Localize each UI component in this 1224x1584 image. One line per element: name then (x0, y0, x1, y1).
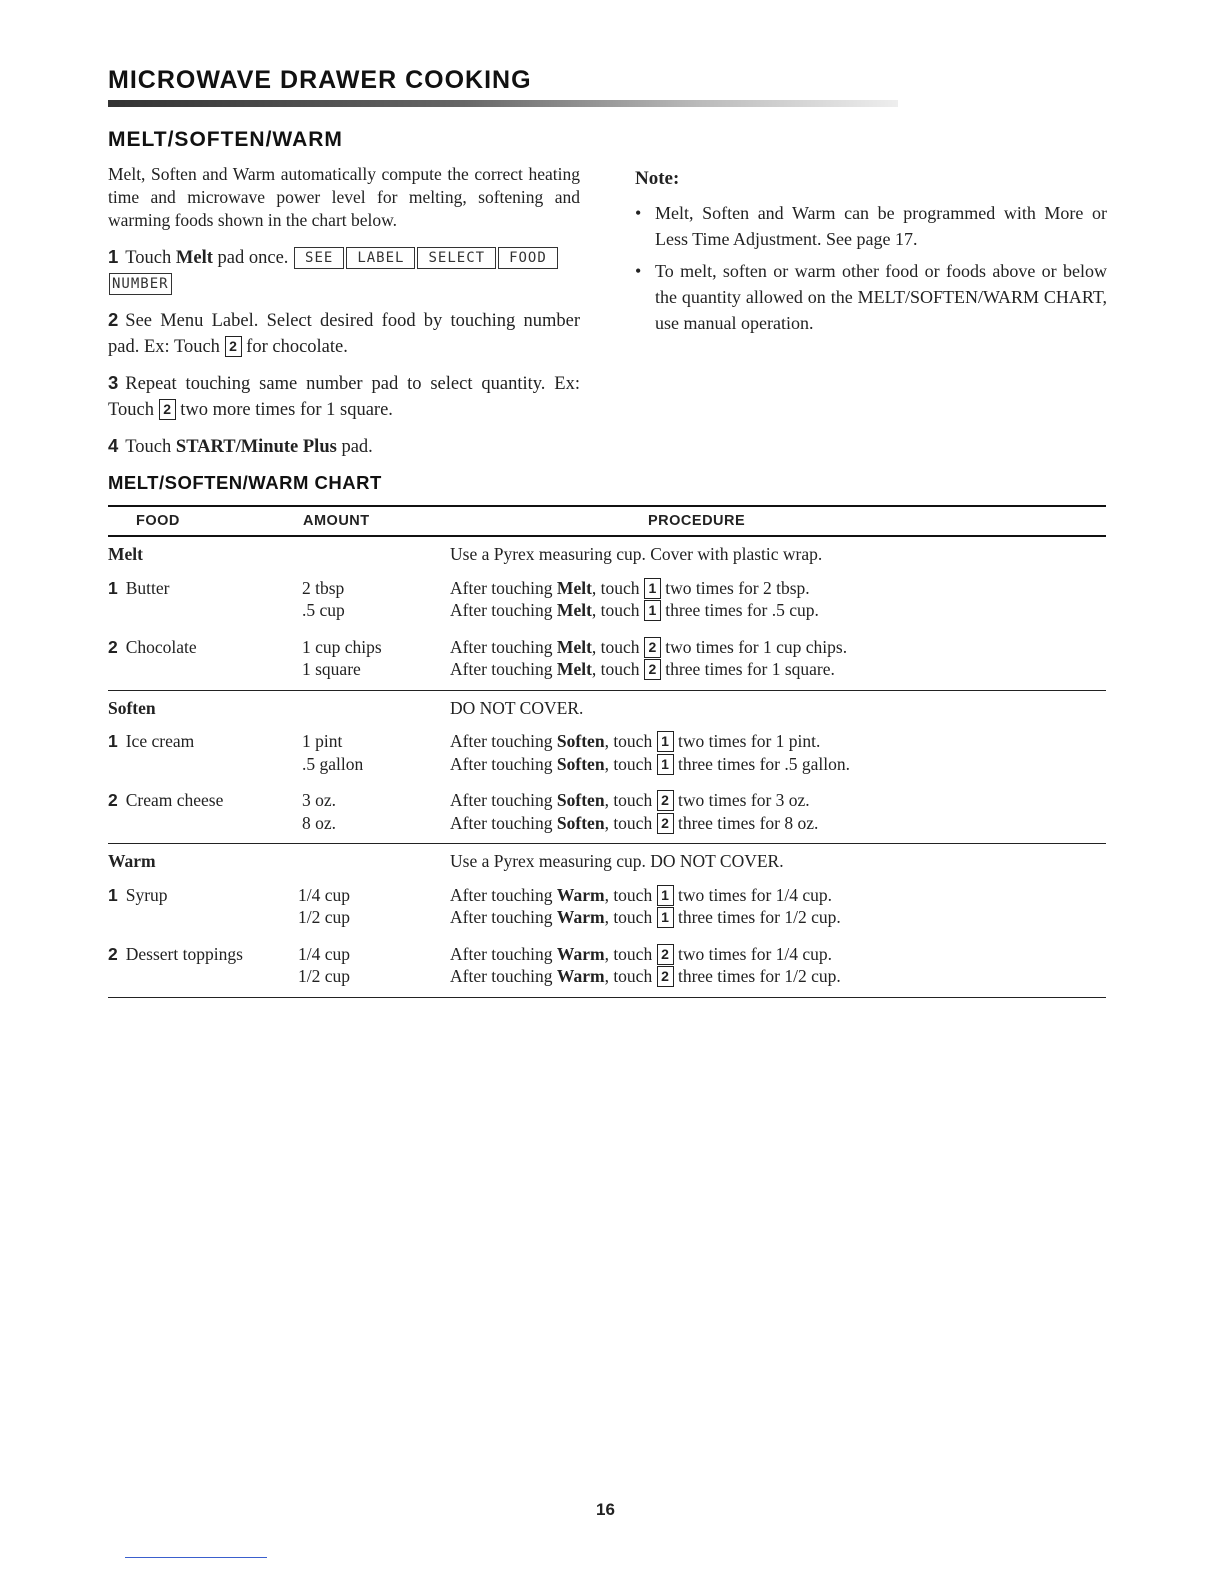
step-text: Repeat touching same number pad to select quantity. Ex: Touch (108, 374, 580, 420)
step-text: two more times for 1 square. (175, 400, 393, 420)
food-cell (108, 884, 168, 907)
procedure-text: two times for 1 cup chips. (660, 636, 848, 657)
procedure-text: two times for 2 tbsp. (660, 577, 810, 598)
amount-cell: 8 oz. (302, 812, 337, 833)
page-title: MICROWAVE DRAWER COOKING (108, 66, 532, 94)
step-number: 3 (108, 372, 119, 393)
group-instruction: Use a Pyrex measuring cup. DO NOT COVER. (450, 851, 784, 871)
food-name: Cream cheese (125, 790, 224, 810)
procedure-text: After touching (450, 731, 557, 751)
table-row (108, 906, 1106, 929)
amount-cell: .5 cup (302, 600, 345, 620)
step-4 (108, 433, 580, 460)
number-pad-key: 1 (657, 907, 674, 928)
procedure-text: , touch (591, 600, 644, 620)
procedure-text: , touch (604, 731, 657, 751)
procedure-text: After touching (450, 884, 557, 905)
procedure-text: , touch (604, 790, 657, 810)
note-item (635, 200, 1107, 252)
group-instruction: Use a Pyrex measuring cup. Cover with plastic wrap. (450, 544, 823, 564)
procedure-cell (450, 965, 841, 988)
row-spacer (108, 873, 1106, 884)
number-pad-key: 2 (657, 944, 674, 965)
procedure-text: After touching (450, 577, 557, 598)
row-spacer (108, 929, 1106, 943)
food-number: 2 (108, 790, 118, 810)
amount-cell: .5 gallon (302, 753, 364, 774)
table-row (108, 943, 1106, 966)
number-pad-key: 1 (644, 578, 661, 599)
table-row (108, 789, 1106, 812)
note-text: Melt, Soften and Warm can be programmed with More or Less Time Adjustment. See page 17. (655, 203, 1107, 249)
display-word: FOOD (498, 247, 558, 269)
step-number: 1 (108, 246, 119, 267)
number-pad-key: 1 (657, 754, 674, 775)
procedure-text: After touching (450, 812, 557, 833)
group-header-row (108, 697, 1106, 720)
procedure-text: two times for 3 oz. (673, 790, 810, 810)
food-cell (108, 789, 223, 812)
procedure-text: , touch (604, 884, 657, 905)
number-pad-key: 2 (657, 790, 674, 811)
procedure-text: After touching (450, 966, 557, 986)
page-number: 16 (596, 1500, 615, 1519)
display-word: SELECT (417, 247, 496, 269)
table-row (108, 812, 1106, 835)
number-pad-key: 2 (644, 659, 661, 680)
pad-name: Melt (556, 636, 592, 657)
row-spacer (108, 775, 1106, 789)
column-header-amount: AMOUNT (303, 513, 370, 529)
amount-cell: 1 pint (302, 731, 343, 751)
food-number: 2 (108, 943, 118, 964)
procedure-text: After touching (450, 907, 557, 927)
procedure-cell (450, 636, 847, 659)
pad-name: Melt (556, 659, 592, 679)
bullet-icon: • (635, 261, 642, 281)
procedure-text: three times for 1 square. (660, 659, 835, 679)
pad-name: Soften (556, 790, 605, 810)
step-number: 4 (108, 435, 119, 456)
procedure-text: After touching (450, 943, 557, 964)
pad-name: Warm (556, 943, 605, 964)
number-pad-key: 2 (657, 966, 674, 987)
note-list (635, 200, 1107, 336)
procedure-text: After touching (450, 753, 557, 774)
table-row (108, 730, 1106, 753)
note-title: Note: (635, 168, 680, 189)
procedure-text: , touch (604, 943, 657, 964)
table-row (108, 599, 1106, 622)
chart-group-melt (108, 543, 1106, 691)
food-number: 1 (108, 731, 118, 751)
step-text: pad. (336, 437, 373, 457)
procedure-text: three times for .5 cup. (660, 600, 819, 620)
display-word: NUMBER (109, 273, 172, 295)
group-header-row (108, 543, 1106, 566)
food-name: Syrup (125, 884, 168, 905)
title-rule (108, 100, 898, 107)
step-text: See Menu Label. Select desired food by touching number pad. Ex: Touch (108, 311, 580, 357)
pad-name: Melt (175, 248, 213, 268)
procedure-text: three times for 8 oz. (673, 812, 819, 833)
row-spacer (108, 622, 1106, 636)
number-pad-key: 1 (657, 731, 674, 752)
column-header-food: FOOD (136, 513, 180, 529)
table-row (108, 884, 1106, 907)
procedure-text: two times for 1/4 cup. (673, 884, 833, 905)
group-instruction: DO NOT COVER. (450, 697, 584, 718)
step-1 (108, 244, 580, 297)
procedure-cell (450, 943, 832, 966)
amount-cell: 1 square (302, 659, 361, 679)
food-name: Ice cream (125, 731, 195, 751)
note-column (635, 168, 1107, 342)
procedure-text: , touch (591, 659, 644, 679)
number-pad-key: 2 (657, 813, 674, 834)
instructions-column (108, 163, 580, 470)
food-cell (108, 636, 197, 659)
procedure-cell (450, 789, 810, 812)
number-pad-key: 2 (225, 336, 242, 357)
chart-title: MELT/SOFTEN/WARM CHART (108, 472, 382, 493)
pad-name: Soften (556, 731, 605, 751)
melt-soften-warm-chart (108, 505, 1106, 998)
group-name: Soften (108, 697, 156, 718)
food-name: Butter (125, 577, 170, 598)
procedure-text: three times for 1/2 cup. (673, 907, 841, 927)
procedure-cell (450, 599, 819, 622)
row-spacer (108, 834, 1106, 843)
food-cell (108, 730, 194, 753)
table-body (108, 543, 1106, 998)
note-text: To melt, soften or warm other food or foods above or below the quantity allowed on the MELT/SOFTEN/WARM CHART, use manual operation. (655, 261, 1107, 333)
amount-cell: 2 tbsp (302, 577, 345, 598)
step-text: for chocolate. (241, 337, 348, 357)
amount-cell: 1/2 cup (298, 907, 351, 927)
procedure-text: , touch (591, 636, 644, 657)
procedure-text: three times for .5 gallon. (673, 753, 850, 774)
number-pad-key: 1 (644, 600, 661, 621)
food-number: 2 (108, 636, 118, 657)
table-row (108, 636, 1106, 659)
group-header-row (108, 850, 1106, 873)
procedure-text: After touching (450, 659, 557, 679)
amount-cell: 3 oz. (302, 790, 337, 810)
amount-cell: 1/4 cup (298, 943, 351, 964)
procedure-text: After touching (450, 600, 557, 620)
procedure-cell (450, 812, 818, 835)
step-text: pad once. (212, 248, 289, 268)
intro-paragraph: Melt, Soften and Warm automatically compute the correct heating time and microwave power level for melting, softening and warming foods shown in the chart below. (108, 164, 580, 230)
display-word: LABEL (346, 247, 415, 269)
procedure-text: , touch (591, 577, 644, 598)
procedure-cell (450, 753, 850, 776)
column-header-procedure: PROCEDURE (648, 513, 746, 529)
step-text: Touch (125, 437, 176, 457)
procedure-text: , touch (604, 966, 657, 986)
row-spacer (108, 566, 1106, 577)
display-word: SEE (294, 247, 344, 269)
pad-name: START/Minute Plus (175, 437, 337, 457)
procedure-cell (450, 730, 820, 753)
row-spacer (108, 719, 1106, 730)
procedure-text: After touching (450, 636, 557, 657)
pad-name: Soften (556, 812, 605, 833)
procedure-text: two times for 1 pint. (673, 731, 821, 751)
pad-name: Soften (556, 753, 605, 774)
table-row (108, 965, 1106, 988)
procedure-cell (450, 884, 832, 907)
procedure-text: , touch (604, 812, 657, 833)
group-name: Melt (108, 544, 143, 564)
procedure-text: three times for 1/2 cup. (673, 966, 841, 986)
table-row (108, 753, 1106, 776)
pad-name: Warm (556, 966, 605, 986)
pad-name: Warm (556, 884, 605, 905)
step-text: Touch (125, 248, 176, 268)
chart-group-warm (108, 850, 1106, 998)
table-row (108, 577, 1106, 600)
food-cell (108, 943, 243, 966)
step-3 (108, 370, 580, 423)
step-2 (108, 307, 580, 360)
procedure-text: After touching (450, 790, 557, 810)
procedure-text: , touch (604, 907, 657, 927)
group-name: Warm (108, 851, 156, 871)
table-row (108, 658, 1106, 681)
amount-cell: 1 cup chips (302, 636, 382, 657)
procedure-cell (450, 658, 835, 681)
food-cell (108, 577, 169, 600)
section-heading: MELT/SOFTEN/WARM (108, 128, 343, 151)
procedure-cell (450, 906, 841, 929)
chart-group-soften (108, 697, 1106, 845)
row-spacer (108, 681, 1106, 690)
number-pad-key: 1 (657, 885, 674, 906)
food-name: Chocolate (125, 636, 197, 657)
note-item (635, 258, 1107, 336)
amount-cell: 1/4 cup (298, 884, 351, 905)
number-pad-key: 2 (644, 637, 661, 658)
food-number: 1 (108, 577, 118, 598)
pad-name: Melt (556, 600, 592, 620)
footer-rule (125, 1557, 267, 1558)
row-spacer (108, 988, 1106, 997)
bullet-icon: • (635, 203, 642, 223)
food-name: Dessert toppings (125, 943, 243, 964)
procedure-text: two times for 1/4 cup. (673, 943, 833, 964)
pad-name: Warm (556, 907, 605, 927)
step-number: 2 (108, 309, 119, 330)
food-number: 1 (108, 884, 118, 905)
procedure-cell (450, 577, 810, 600)
amount-cell: 1/2 cup (298, 966, 351, 986)
number-pad-key: 2 (159, 399, 176, 420)
table-header (108, 507, 1106, 537)
procedure-text: , touch (604, 753, 657, 774)
pad-name: Melt (556, 577, 592, 598)
